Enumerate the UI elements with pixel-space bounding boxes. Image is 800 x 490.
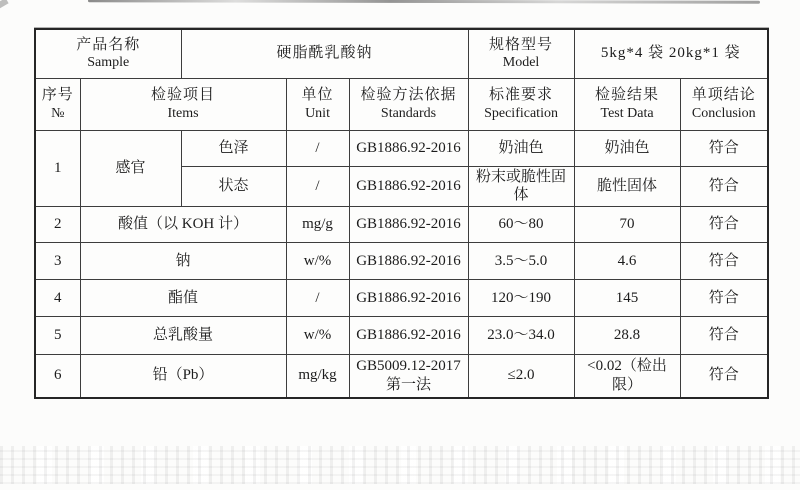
- conclusion-cell: 符合: [680, 355, 768, 398]
- col-result-en: Test Data: [600, 105, 654, 121]
- col-header-specification: [468, 78, 574, 130]
- col-items-en: Items: [167, 105, 199, 121]
- header-row-columns: [35, 78, 768, 130]
- col-no-en: №: [51, 105, 65, 121]
- col-unit-cn: 单位: [301, 86, 334, 103]
- col-header-standards: [349, 78, 468, 130]
- table-row-4: [35, 280, 768, 317]
- item-cell: 总乳酸量: [80, 317, 286, 355]
- col-conclusion-cn: 单项结论: [691, 86, 756, 103]
- conclusion-cell: 符合: [680, 317, 768, 355]
- product-label-en: Sample: [87, 55, 130, 71]
- standard-cell: GB1886.92-2016: [349, 243, 468, 280]
- item-cell: 铅（Pb）: [80, 355, 286, 398]
- conclusion-cell: 符合: [680, 243, 768, 280]
- result-cell: 脆性固体: [574, 166, 680, 207]
- model-label-en: Model: [502, 55, 540, 71]
- unit-cell: w/%: [286, 317, 349, 355]
- spec-cell: 60～80: [468, 207, 574, 243]
- table-row-3: [35, 243, 768, 280]
- model-label-cn: 规格型号: [489, 36, 554, 53]
- model-value-cell: 5kg*4 袋 20kg*1 袋: [574, 29, 768, 78]
- scanner-corner-mark: [0, 0, 9, 8]
- standard-cell: GB1886.92-2016: [349, 130, 468, 166]
- standard-cell: GB1886.92-2016: [349, 317, 468, 355]
- col-header-result: [574, 78, 680, 130]
- result-cell: 奶油色: [574, 130, 680, 166]
- col-header-items: [80, 78, 286, 130]
- table-row-2: [35, 207, 768, 243]
- col-spec-en: Specification: [484, 105, 558, 121]
- no-cell: 2: [35, 207, 80, 243]
- product-label-cell: [35, 29, 181, 78]
- spec-cell: 3.5～5.0: [468, 243, 574, 280]
- spec-cell: 奶油色: [468, 130, 574, 166]
- unit-cell: mg/kg: [286, 355, 349, 398]
- conclusion-cell: 符合: [680, 280, 768, 317]
- col-conclusion-en: Conclusion: [691, 105, 756, 121]
- col-spec-cn: 标准要求: [489, 86, 554, 103]
- product-label-cn: 产品名称: [76, 36, 141, 53]
- standard-cell: GB1886.92-2016: [349, 166, 468, 207]
- table-row-6: [35, 355, 768, 398]
- item-cell: 感官: [80, 130, 181, 207]
- table-row-1a: [35, 130, 768, 166]
- standard-cell: GB1886.92-2016: [349, 280, 468, 317]
- standard-cell: GB5009.12-2017 第一法: [349, 355, 468, 398]
- spec-cell: 120～190: [468, 280, 574, 317]
- no-cell: 1: [35, 130, 80, 207]
- col-header-conclusion: [680, 78, 768, 130]
- sub-item-cell: 色泽: [181, 130, 286, 166]
- no-cell: 4: [35, 280, 80, 317]
- no-cell: 3: [35, 243, 80, 280]
- col-items-cn: 检验项目: [151, 86, 216, 103]
- conclusion-cell: 符合: [680, 166, 768, 207]
- col-unit-en: Unit: [305, 105, 330, 121]
- table-row-5: [35, 317, 768, 355]
- col-result-cn: 检验结果: [595, 86, 660, 103]
- col-standards-en: Standards: [380, 105, 437, 121]
- result-cell: 4.6: [574, 243, 680, 280]
- model-label-cell: [468, 29, 574, 78]
- header-row-product: [35, 29, 768, 78]
- col-header-no: [35, 78, 80, 130]
- item-cell: 钠: [80, 243, 286, 280]
- standard-cell: GB1886.92-2016: [349, 207, 468, 243]
- result-cell: 70: [574, 207, 680, 243]
- item-cell: 酸值（以 KOH 计）: [80, 207, 286, 243]
- result-cell: 28.8: [574, 317, 680, 355]
- unit-cell: /: [286, 166, 349, 207]
- col-header-unit: [286, 78, 349, 130]
- no-cell: 6: [35, 355, 80, 398]
- result-cell: 145: [574, 280, 680, 317]
- inspection-report-table: [34, 28, 769, 399]
- scanner-streak-artifact: [88, 0, 760, 4]
- product-name-cell: 硬脂酰乳酸钠: [181, 29, 468, 78]
- conclusion-cell: 符合: [680, 130, 768, 166]
- unit-cell: mg/g: [286, 207, 349, 243]
- item-cell: 酯值: [80, 280, 286, 317]
- spec-cell: 粉末或脆性固体: [468, 166, 574, 207]
- spec-cell: ≤2.0: [468, 355, 574, 398]
- scanner-noise-band: [0, 446, 800, 484]
- col-no-cn: 序号: [41, 86, 74, 103]
- result-cell: <0.02（检出限）: [574, 355, 680, 398]
- spec-cell: 23.0～34.0: [468, 317, 574, 355]
- unit-cell: w/%: [286, 243, 349, 280]
- unit-cell: /: [286, 280, 349, 317]
- unit-cell: /: [286, 130, 349, 166]
- col-standards-cn: 检验方法依据: [360, 86, 457, 103]
- no-cell: 5: [35, 317, 80, 355]
- sub-item-cell: 状态: [181, 166, 286, 207]
- conclusion-cell: 符合: [680, 207, 768, 243]
